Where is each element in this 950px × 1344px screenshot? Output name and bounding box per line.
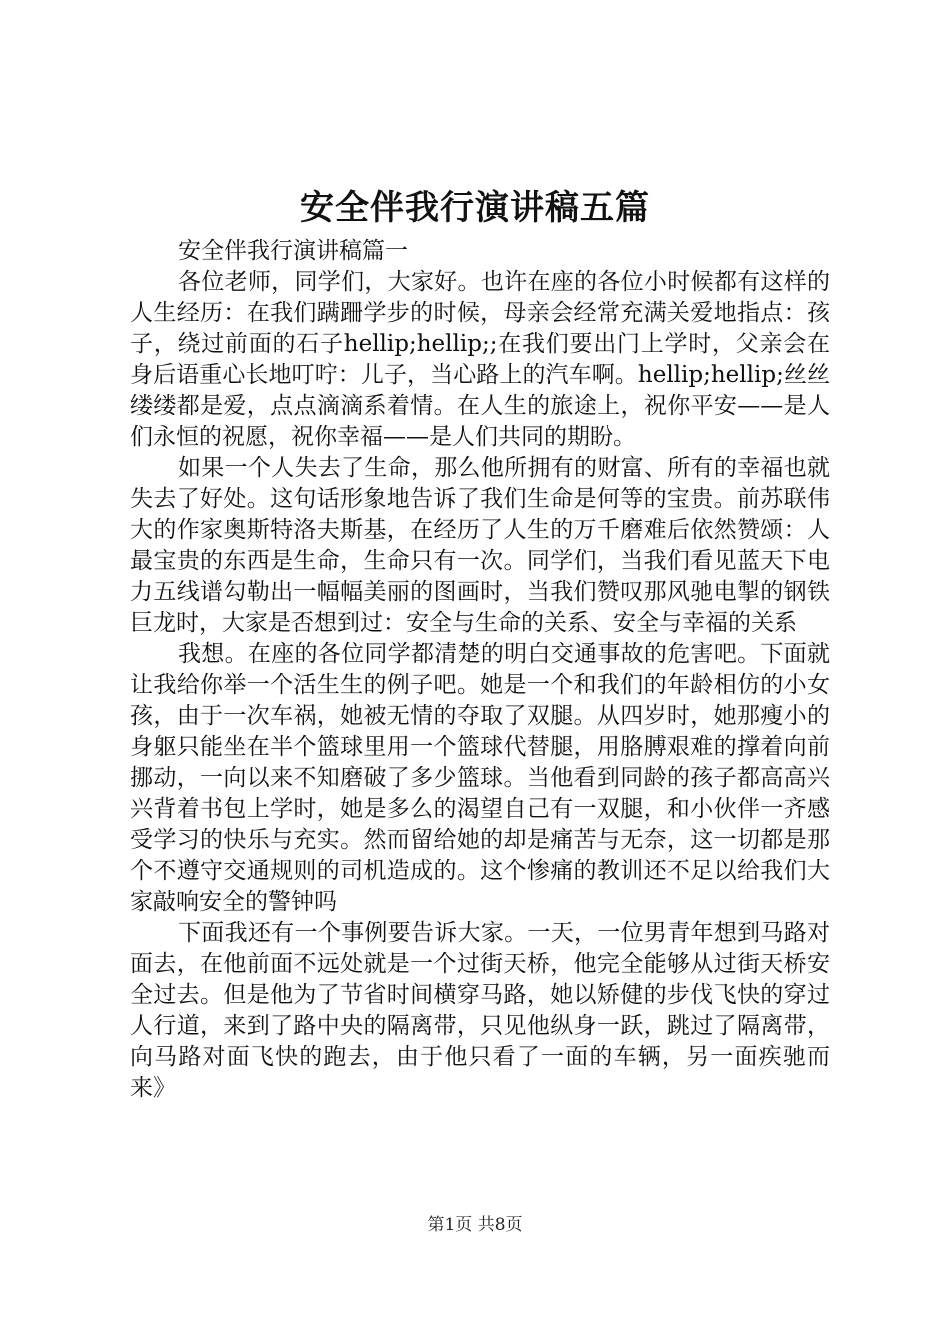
paragraph-4: 下面我还有一个事例要告诉大家。一天，一位男青年想到马路对面去，在他前面不远处就是一个过街天桥，他完全能够从过街天桥安全过去。但是他为了节省时间横穿马路，她以矫健的步伐飞快的穿过人行道，来到了路中央的隔离带，只见他纵身一跃，跳过了隔离带，向马路对面飞快的跑去，由于他只看了一面的车辆，另一面疾驰而来》 xyxy=(130,920,830,1101)
document-title: 安全伴我行演讲稿五篇 xyxy=(300,188,650,228)
paragraph-3: 我想。在座的各位同学都清楚的明白交通事故的危害吧。下面就让我给你举一个活生生的例子吧。她是一个和我们的年龄相仿的小女孩，由于一次车祸，她被无情的夺取了双腿。从四岁时，她那瘦小的身躯只能坐在半个篮球里用一个篮球代替腿，用胳膊艰难的撑着向前挪动，一向以来不知磨破了多少篮球。当他看到同龄的孩子都高高兴兴背着书包上学时，她是多么的渴望自己有一双腿，和小伙伴一齐感受学习的快乐与充实。然而留给她的却是痛苦与无奈，这一切都是那个不遵守交通规则的司机造成的。这个惨痛的教训还不足以给我们大家敲响安全的警钟吗 xyxy=(130,641,830,915)
document-body xyxy=(130,236,830,1104)
paragraph-2: 如果一个人失去了生命，那么他所拥有的财富、所有的幸福也就失去了好处。这句话形象地告诉了我们生命是何等的宝贵。前苏联伟大的作家奥斯特洛夫斯基，在经历了人生的万千磨难后依然赞颂：人最宝贵的东西是生命，生命只有一次。同学们，当我们看见蓝天下电力五线谱勾勒出一幅幅美丽的图画时，当我们赞叹那风驰电掣的钢铁巨龙时，大家是否想到过：安全与生命的关系、安全与幸福的关系 xyxy=(130,455,830,636)
page-footer: 第1页 共8页 xyxy=(427,1215,523,1235)
paragraph-1: 各位老师，同学们，大家好。也许在座的各位小时候都有这样的人生经历：在我们蹒跚学步的时候，母亲会经常充满关爱地指点：孩子，绕过前面的石子hellip;hellip;;在我们要出门上学时，父亲会在身后语重心长地叮咛：儿子，当心路上的汽车啊。hellip;hellip;丝丝缕缕都是爱，点点滴滴系着情。在人生的旅途上，祝你平安——是人们永恒的祝愿，祝你幸福——是人们共同的期盼。 xyxy=(130,269,830,450)
section-heading: 安全伴我行演讲稿篇一 xyxy=(178,238,408,264)
